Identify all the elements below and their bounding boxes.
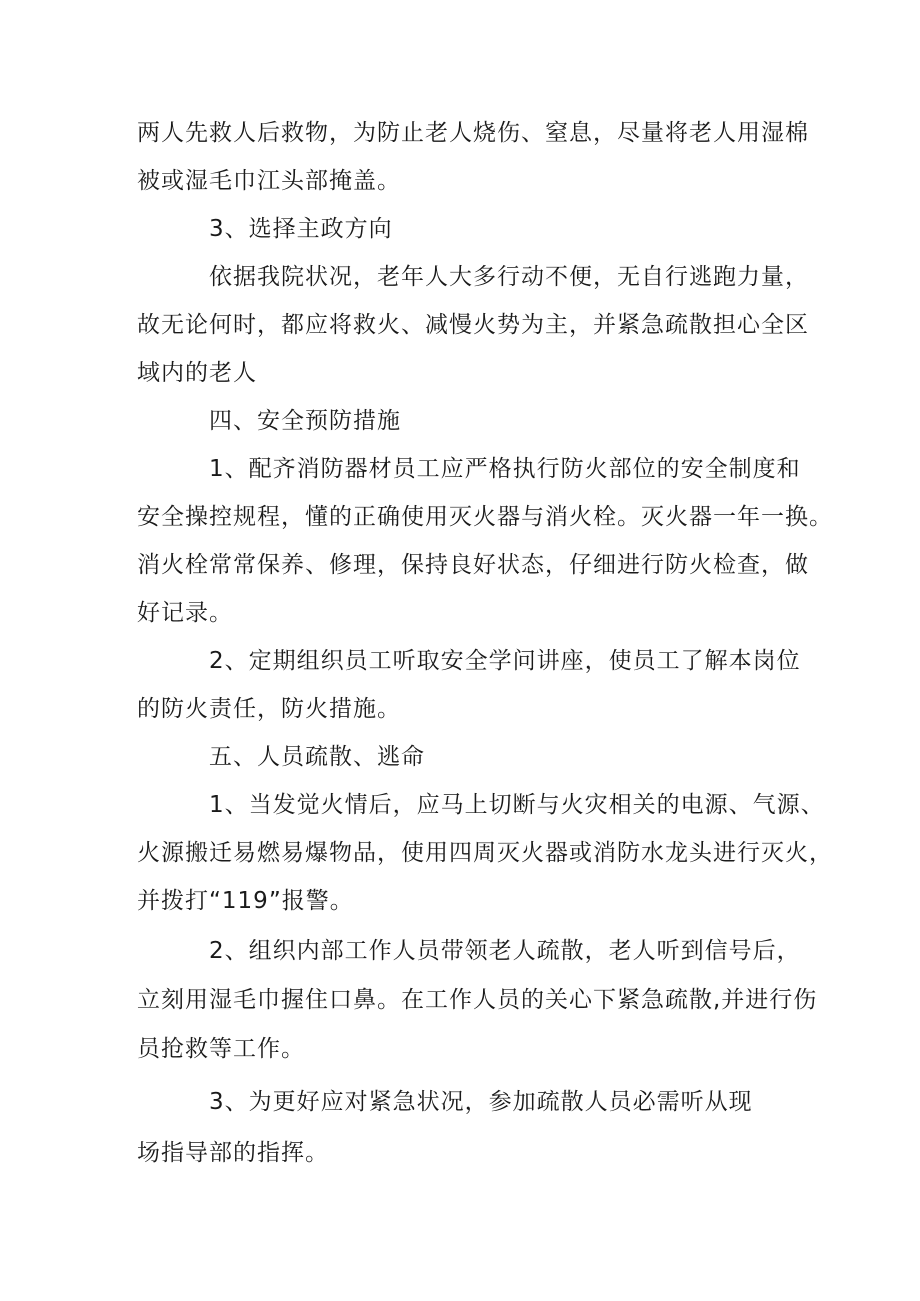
text-line: 3、为更好应对紧急状况，参加疏散人员必需听从现	[209, 1089, 753, 1115]
section-heading: 五、人员疏散、逃命	[209, 744, 425, 770]
text-line: 两人先救人后救物，为防止老人烧伤、窒息，尽量将老人用湿棉	[137, 120, 809, 146]
text-line: 1、配齐消防器材员工应严格执行防火部位的安全制度和	[209, 456, 801, 482]
text-line: 并拨打“119”报警。	[137, 888, 354, 914]
text-line: 消火栓常常保养、修理，保持良好状态，仔细进行防火检查，做	[137, 552, 809, 578]
text-line: 被或湿毛巾江头部掩盖。	[137, 168, 401, 194]
text-line: 安全操控规程，懂的正确使用灭火器与消火栓。灭火器一年一换。	[137, 504, 833, 530]
text-line: 场指导部的指挥。	[137, 1140, 329, 1166]
text-line: 火源搬迁易燃易爆物品，使用四周灭火器或消防水龙头进行灭火，	[137, 840, 833, 866]
text-line: 好记录。	[137, 600, 233, 626]
text-line: 员抢救等工作。	[137, 1036, 305, 1062]
text-line: 域内的老人	[137, 360, 257, 386]
text-line: 的防火责任，防火措施。	[137, 696, 401, 722]
text-line: 1、当发觉火情后，应马上切断与火灾相关的电源、气源、	[209, 792, 825, 818]
text-line: 2、定期组织员工听取安全学问讲座，使员工了解本岗位	[209, 648, 801, 674]
text-line: 立刻用湿毛巾握住口鼻。在工作人员的关心下紧急疏散,并进行伤	[137, 987, 818, 1013]
text-line: 故无论何时，都应将救火、减慢火势为主，并紧急疏散担心全区	[137, 312, 809, 338]
text-line: 2、组织内部工作人员带领老人疏散，老人听到信号后，	[209, 938, 801, 964]
section-heading: 四、安全预防措施	[209, 408, 401, 434]
text-line: 依据我院状况，老年人大多行动不便，无自行逃跑力量，	[209, 264, 809, 290]
section-heading: 3、选择主政方向	[209, 216, 393, 242]
